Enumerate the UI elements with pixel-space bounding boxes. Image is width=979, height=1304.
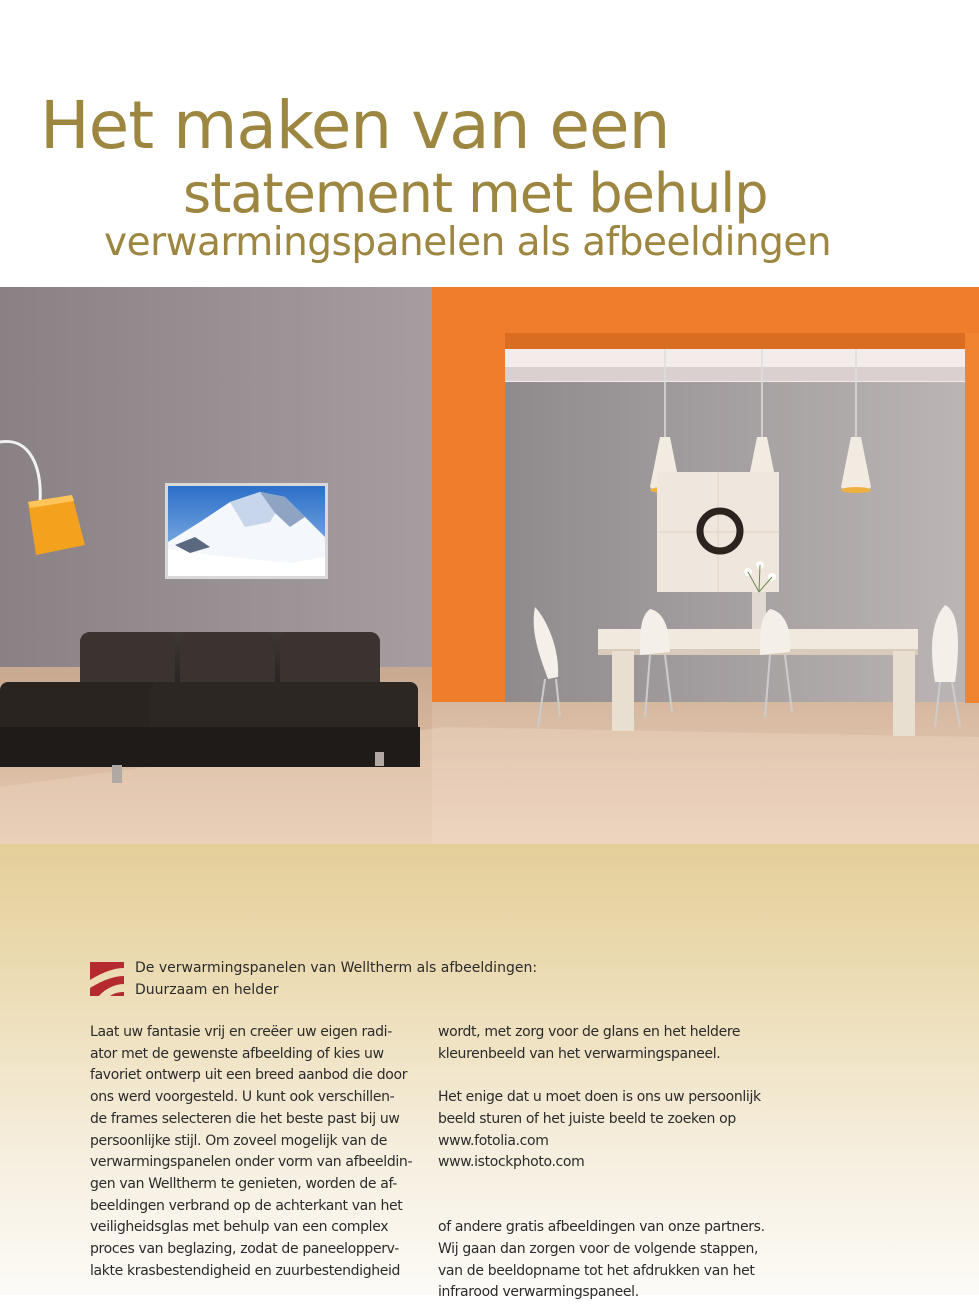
text-line: veiligheidsglas met behulp van een complex bbox=[90, 1219, 389, 1236]
text-line: infrarood verwarmingspaneel. bbox=[438, 1284, 639, 1301]
text-line: van de beeldopname tot het afdrukken van het bbox=[438, 1262, 755, 1279]
section-heading-line-2: Duurzaam en helder bbox=[135, 982, 279, 998]
text-line: Wij gaan dan zorgen voor de volgende stappen, bbox=[438, 1240, 759, 1257]
text-line: ons werd voorgesteld. U kunt ook verschillen- bbox=[90, 1089, 395, 1106]
body-column-2 bbox=[438, 1022, 788, 1304]
text-line: de frames selecteren die het beste past bij uw bbox=[90, 1110, 400, 1127]
link-fotolia[interactable]: www.fotolia.com bbox=[438, 1132, 549, 1149]
paragraph bbox=[438, 1087, 788, 1174]
link-istockphoto[interactable]: www.istockphoto.com bbox=[438, 1154, 585, 1171]
heating-panel-picture bbox=[165, 483, 328, 579]
section-heading-line-1: De verwarmingspanelen van Welltherm als afbeeldingen: bbox=[135, 960, 538, 976]
text-line: beeld sturen of het juiste beeld te zoeken op bbox=[438, 1110, 736, 1127]
text-line: beeldingen verbrand op de achterkant van het bbox=[90, 1197, 403, 1214]
body-column-1 bbox=[90, 1022, 430, 1282]
text-line: favoriet ontwerp uit een breed aanbod die door bbox=[90, 1067, 408, 1084]
text-line: Het enige dat u moet doen is ons uw persoonlijk bbox=[438, 1089, 761, 1106]
text-line: persoonlijke stijl. Om zoveel mogelijk van de bbox=[90, 1132, 387, 1149]
text-line: verwarmingspanelen onder vorm van afbeeldin- bbox=[90, 1154, 413, 1171]
text-line: ator met de gewenste afbeelding of kies uw bbox=[90, 1045, 384, 1062]
text-line: Laat uw fantasie vrij en creëer uw eigen radi- bbox=[90, 1024, 392, 1040]
title-line-2: statement met behulp bbox=[183, 162, 768, 225]
text-line: of andere gratis afbeeldingen van onze partners. bbox=[438, 1219, 765, 1236]
title-line-3: verwarmingspanelen als afbeeldingen bbox=[104, 220, 832, 265]
text-line: lakte krasbestendigheid en zuurbestendigheid bbox=[90, 1262, 401, 1279]
paragraph bbox=[438, 1217, 788, 1304]
text-line: wordt, met zorg voor de glans en het heldere bbox=[438, 1024, 741, 1040]
text-line: gen van Welltherm te genieten, worden de af- bbox=[90, 1175, 397, 1192]
interior-photo bbox=[0, 287, 979, 844]
paragraph bbox=[90, 1022, 430, 1282]
text-line: kleurenbeeld van het verwarmingspaneel. bbox=[438, 1045, 721, 1062]
section-mark-icon bbox=[90, 962, 124, 996]
title-block bbox=[0, 0, 979, 287]
title-line-1: Het maken van een bbox=[40, 87, 670, 164]
text-line: proces van beglazing, zodat de paneelopperv- bbox=[90, 1241, 399, 1258]
paragraph bbox=[438, 1022, 788, 1065]
section-heading bbox=[135, 957, 537, 1001]
